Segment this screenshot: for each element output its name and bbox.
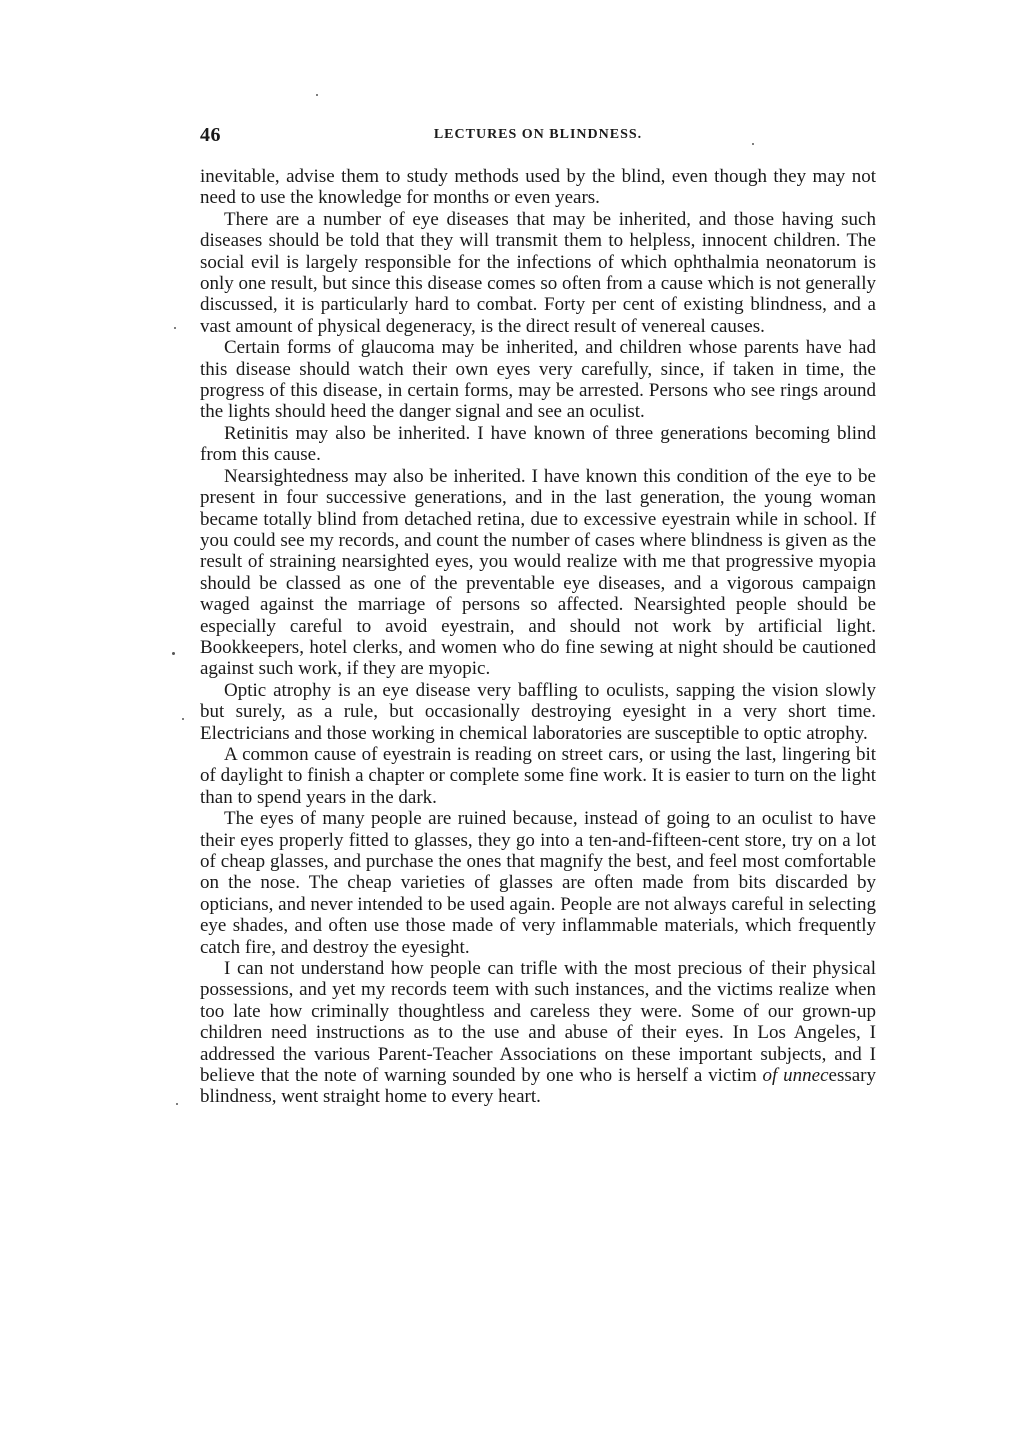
paragraph-cheap-glasses: The eyes of many people are ruined because, instead of going to an oculist to have their eyes properly fitted to glasses, they go into a ten-and-fifteen-cent store, try on a lot of cheap glasses, and purchase the ones that magnify the best, and feel most comfortable on the nose. The cheap varieties of glasses are often made from bits discarded by opticians, and never intended to be used again. People are not always careful in selecting eye shades, and often use those made of very inflammable materials, which frequently catch fire, and destroy the eyesight. xyxy=(200,808,876,958)
paragraph-inherited-diseases: There are a number of eye diseases that may be inherited, and those having such diseases should be told that they will transmit them to helpless, innocent children. The social evil is largely responsible for the infections of which ophthalmia neonatorum is only one result, but since this disease comes so often from a cause which is not generally discussed, it is particularly hard to combat. Forty per cent of existing blindness, and a vast amount of physical degeneracy, is the direct result of venereal causes. xyxy=(200,208,876,337)
scan-speck xyxy=(174,327,176,329)
italic-fragment: of unnec xyxy=(762,1065,829,1087)
running-head xyxy=(200,124,876,148)
paragraph-precious-possessions xyxy=(200,958,876,1108)
running-title: LECTURES ON BLINDNESS. xyxy=(433,127,643,142)
scan-speck xyxy=(316,94,318,96)
paragraph-retinitis: Retinitis may also be inherited. I have known of three generations becoming blind from this cause. xyxy=(200,422,876,466)
paragraph-optic-atrophy: Optic atrophy is an eye disease very baffling to oculists, sapping the vision slowly but surely, as a rule, but occasionally destroying eyesight in a very short time. Electricians and those working in chemical laboratories are susceptible to optic atrophy. xyxy=(200,679,876,744)
page-number: 46 xyxy=(200,124,221,146)
scan-speck xyxy=(172,652,175,655)
scan-speck xyxy=(176,1103,178,1105)
scan-speck xyxy=(752,143,754,145)
paragraph-final-tail: essary blindness, went straight home to every heart. xyxy=(200,1065,876,1108)
paragraph-eyestrain: A common cause of eyestrain is reading on street cars, or using the last, lingering bit of daylight to finish a chapter or complete some fine work. It is easier to turn on the light than to spend years in the dark. xyxy=(200,743,876,808)
paragraph-continued: inevitable, advise them to study methods used by the blind, even though they may not need to use the knowledge for months or even years. xyxy=(200,166,876,209)
paragraph-final-text: I can not understand how people can trifle with the most precious of their physical possessions, and yet my records teem with such instances, and the victims realize when too late how criminally thoughtless and careless they were. Some of our grown-up children need instructions as to the use and abuse of their eyes. In Los Angeles, I addressed the various Parent-Teacher Associations on these important subjects, and I believe that the note of warning sounded by one who is herself a victim xyxy=(200,958,876,1087)
body-text xyxy=(200,166,876,1108)
paragraph-glaucoma: Certain forms of glaucoma may be inherited, and children whose parents have had this disease should watch their own eyes very carefully, since, if taken in time, the progress of this disease, in certain forms, may be arrested. Persons who see rings around the lights should heed the danger signal and see an oculist. xyxy=(200,337,876,423)
paragraph-nearsightedness: Nearsightedness may also be inherited. I have known this condition of the eye to be present in four successive generations, and in the last generation, the young woman became totally blind from detached retina, due to excessive eyestrain while in school. If you could see my records, and count the number of cases where blindness is given as the result of straining nearsighted eyes, you would realize with me that progressive myopia should be classed as one of the preventable eye diseases, and a vigorous campaign waged against the marriage of persons so affected. Nearsighted people should be especially careful to avoid eyestrain, and should not work by artificial light. Bookkeepers, hotel clerks, and women who do fine sewing at night should be cautioned against such work, if they are myopic. xyxy=(200,465,876,680)
scan-speck xyxy=(182,718,184,720)
